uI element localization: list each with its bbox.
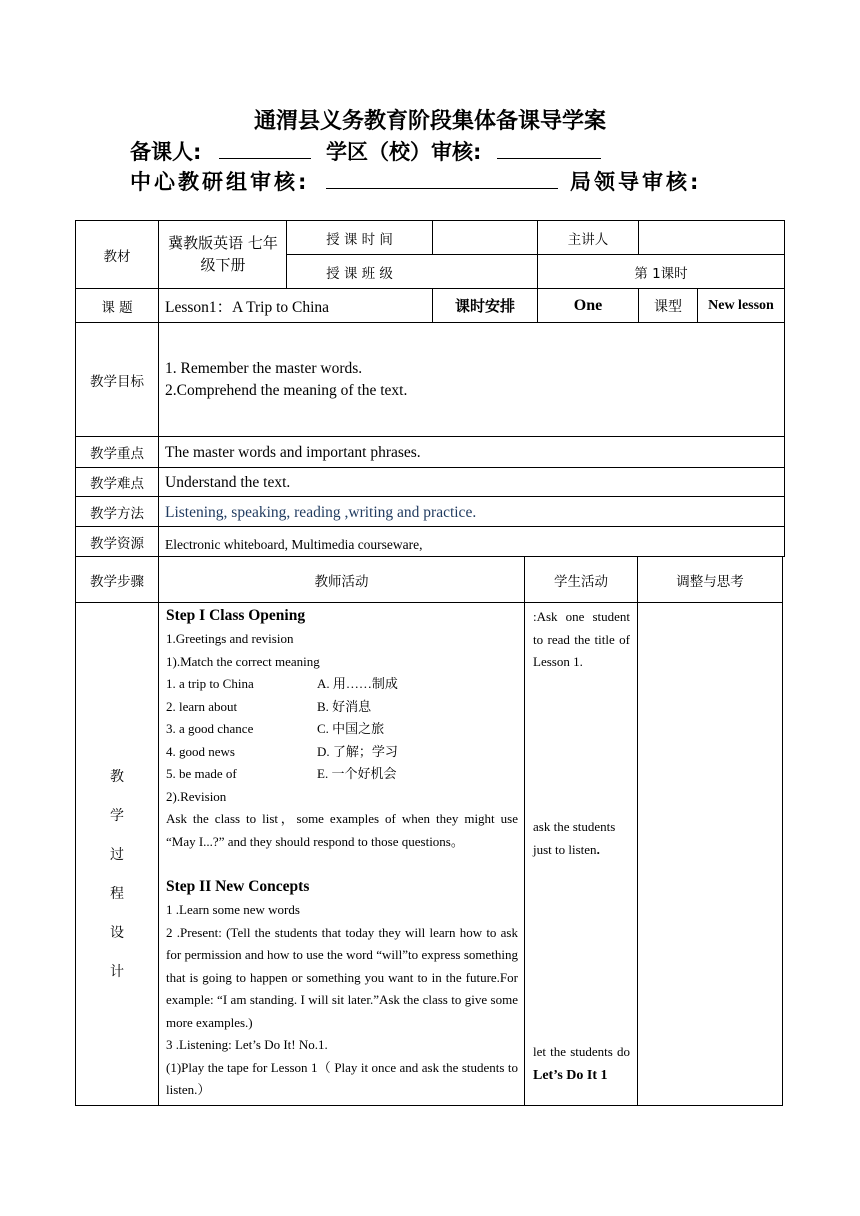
header-line-1 <box>130 136 601 166</box>
class-label: 授 课 班 级 <box>326 265 393 282</box>
step2-title: Step II New Concepts <box>166 878 310 895</box>
match-pair: 4. good news D. 了解；学习 <box>166 743 398 759</box>
bureau-label: 局领导审核: <box>570 170 702 194</box>
class-value[interactable] <box>433 255 537 288</box>
match-pair: 3. a good chance C. 中国之旅 <box>166 721 385 736</box>
match-title: 1).Match the correct meaning <box>166 653 320 669</box>
goals-list <box>165 358 765 402</box>
student-activity-2: ask the students just to listen. <box>533 819 616 857</box>
step1-title: Step I Class Opening <box>166 607 306 624</box>
difficulty-value: Understand the text. <box>165 474 291 491</box>
district-label: 学区（校）审核: <box>326 140 482 164</box>
match-pair: 5. be made of E. 一个好机会 <box>166 766 397 781</box>
speaker-value[interactable] <box>639 221 784 254</box>
district-blank[interactable] <box>497 138 601 159</box>
match-pair: 2. learn about B. 好消息 <box>166 698 372 714</box>
student-activity-1: :Ask one student to read the title of Lesson 1. <box>533 609 630 669</box>
topic-label: 课 题 <box>101 299 133 316</box>
center-label: 中心教研组审核: <box>130 170 310 194</box>
textbook-value: 冀教版英语 七年级下册 <box>168 234 278 274</box>
resources-label: 教学资源 <box>90 535 144 552</box>
key-value: The master words and important phrases. <box>165 444 421 461</box>
preparer-blank[interactable] <box>219 138 311 159</box>
learn-words: 1 .Learn some new words <box>166 902 300 917</box>
type-label: 课型 <box>654 298 682 315</box>
period-value: 第 1课时 <box>634 265 688 282</box>
student-header: 学生活动 <box>554 573 608 590</box>
time-value[interactable] <box>433 221 537 254</box>
goals-label: 教学目标 <box>90 373 144 390</box>
schedule-label: 课时安排 <box>454 297 515 315</box>
method-value: Listening, speaking, reading ,writing and practice. <box>165 503 477 521</box>
revision-text: Ask the class to list，some examples of when they might use “May I...?” and they should respond to those questions。 <box>166 811 518 849</box>
schedule-value: One <box>573 296 603 314</box>
present-text: 2 .Present: (Tell the students that today they will learn how to ask for permission and how to use the word “will”to express something that is going to happen or something you want to in the future.For example: “I am standing. I will sit later.”Ask the class to give some more examples.) <box>166 924 518 1030</box>
preparer-label: 备课人: <box>130 140 202 164</box>
steps-header: 教学步骤 <box>90 573 144 590</box>
key-label: 教学重点 <box>90 446 144 462</box>
resources-value: Electronic whiteboard, Multimedia courseware, <box>165 536 423 552</box>
revision-title: 2).Revision <box>166 788 227 804</box>
header-line-2 <box>130 166 701 196</box>
speaker-label: 主讲人 <box>567 231 609 248</box>
center-blank[interactable] <box>326 168 558 189</box>
topic-value: Lesson1：A Trip to China <box>165 298 330 316</box>
difficulty-label: 教学难点 <box>90 476 144 492</box>
process-label: 教 学 过 程 设 计 <box>110 769 124 980</box>
greetings: 1.Greetings and revision <box>166 631 294 646</box>
method-label: 教学方法 <box>90 505 144 522</box>
listening: 3 .Listening: Let’s Do It! No.1. <box>166 1037 328 1052</box>
time-label: 授 课 时 间 <box>326 231 393 248</box>
goal-item: 2.Comprehend the meaning of the text. <box>165 382 408 399</box>
teacher-header: 教师活动 <box>314 573 369 590</box>
page-title: 通渭县义务教育阶段集体备课导学案 <box>253 109 606 134</box>
student-activity-3: let the students do Let’s Do It 1 <box>533 1044 630 1083</box>
goal-item: 1. Remember the master words. <box>165 360 363 377</box>
match-pair: 1. a trip to China A. 用……制成 <box>166 676 398 691</box>
play-text: (1)Play the tape for Lesson 1（ Play it once and ask the students to listen.） <box>166 1059 518 1097</box>
adjust-header: 调整与思考 <box>676 573 744 590</box>
teacher-activity <box>166 604 518 1102</box>
type-value: New lesson <box>708 297 774 313</box>
textbook-label: 教材 <box>103 248 131 265</box>
